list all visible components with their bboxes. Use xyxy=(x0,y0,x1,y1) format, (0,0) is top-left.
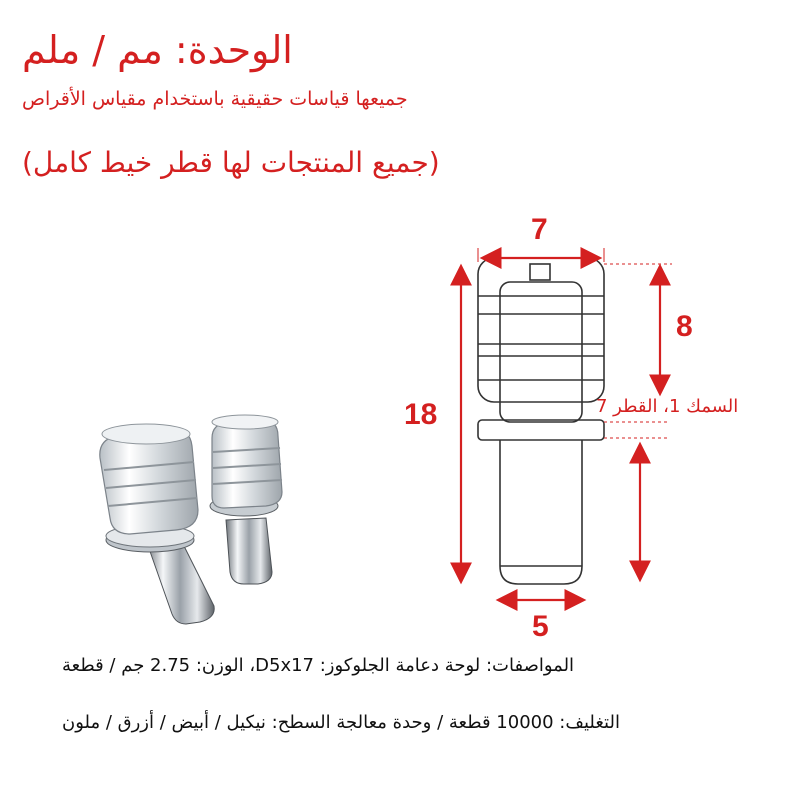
collar-outline xyxy=(478,420,604,440)
unit-title: الوحدة: مم / ملم xyxy=(22,28,293,72)
dimension-lines xyxy=(461,248,672,600)
inner-core xyxy=(500,282,582,422)
thread-note: (جميع المنتجات لها قطر خيط كامل) xyxy=(22,146,440,179)
dimension-total-height: 18 xyxy=(404,398,438,431)
measure-note: جميعها قياسات حقيقية باستخدام مقياس الأقراص xyxy=(22,88,408,110)
technical-drawing xyxy=(478,258,604,584)
dimension-pin-diameter: 5 xyxy=(532,610,549,643)
dimension-top-width: 7 xyxy=(531,213,548,246)
shaft-outline xyxy=(500,440,582,584)
top-slot xyxy=(530,264,550,280)
specs-line: المواصفات: لوحة دعامة الجلوكوز: D5x17، الوزن: 2.75 جم / قطعة xyxy=(62,655,575,676)
collar-note: السمك 1، القطر 7 xyxy=(596,396,739,417)
shelf-pin-left xyxy=(100,424,214,624)
packing-line: التغليف: 10000 قطعة / وحدة معالجة السطح: نيكيل / أبيض / أزرق / ملون xyxy=(62,712,620,733)
dimension-head-height: 8 xyxy=(676,310,693,343)
shelf-pin-right xyxy=(210,415,282,584)
